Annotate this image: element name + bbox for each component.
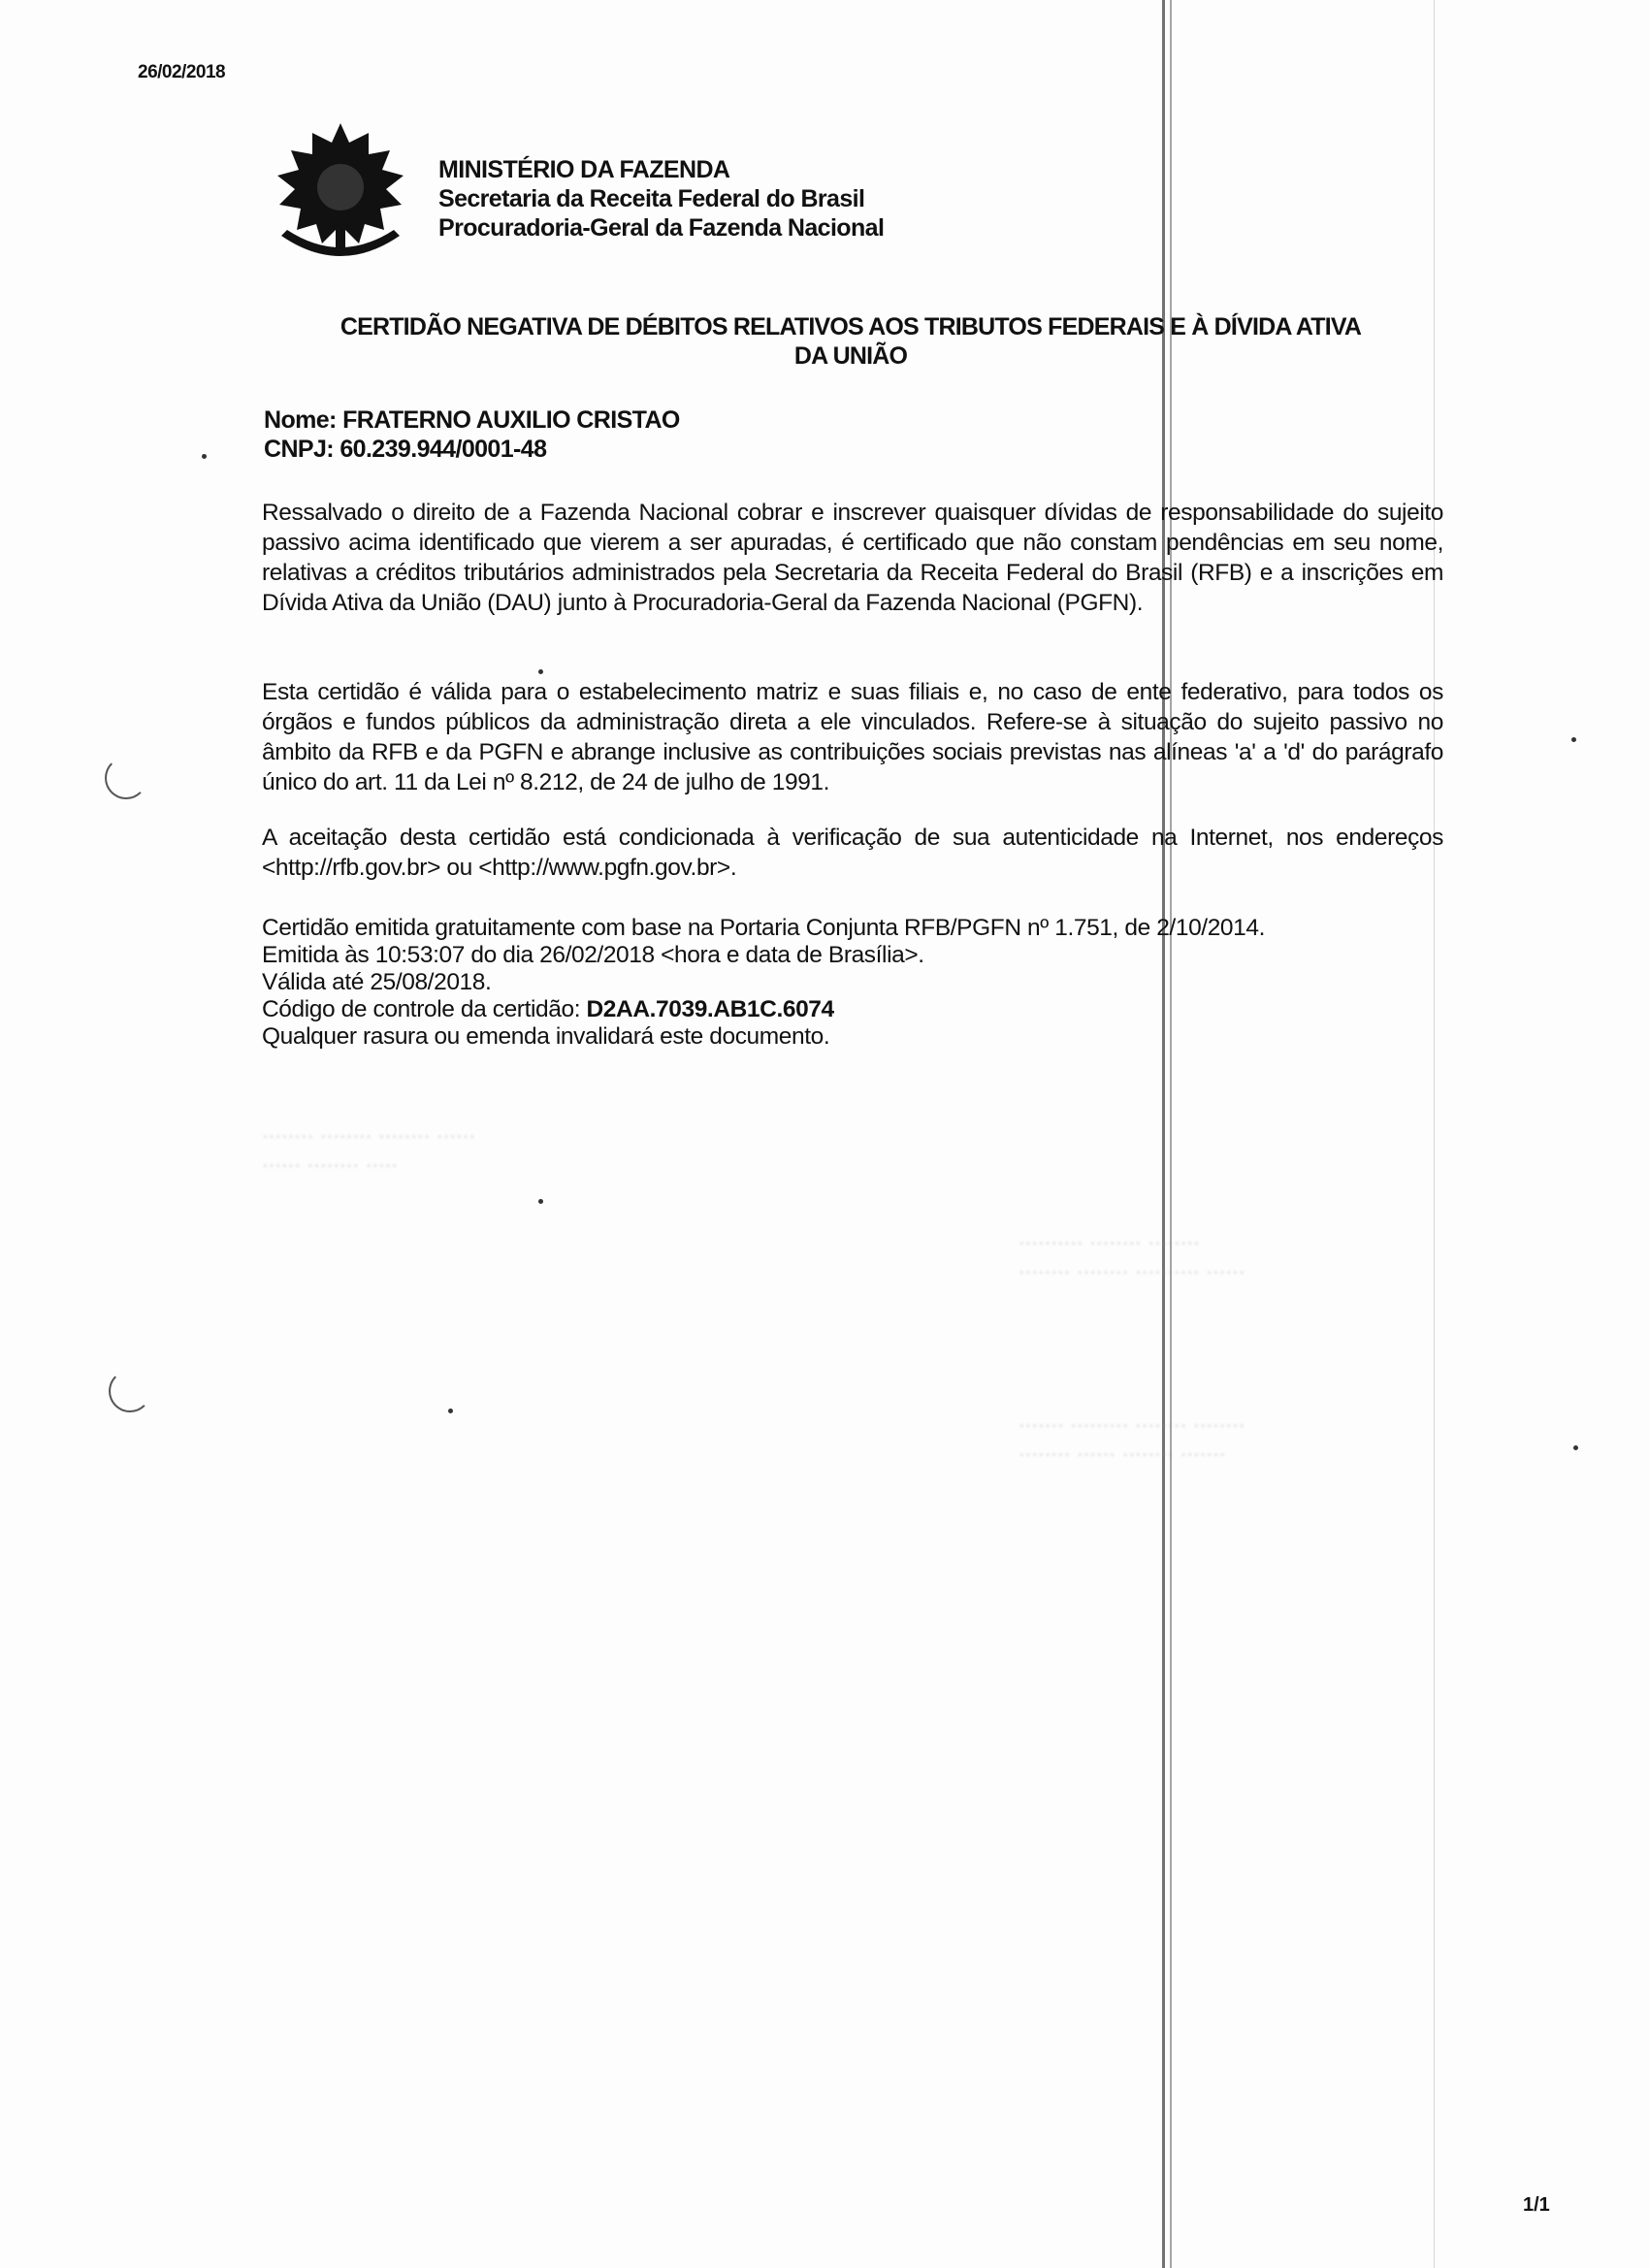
issuing-authority bbox=[438, 155, 884, 243]
title-line-1: CERTIDÃO NEGATIVA DE DÉBITOS RELATIVOS AOS TRIBUTOS FEDERAIS E À DÍVIDA ATIVA bbox=[340, 313, 1362, 340]
issuance-datetime: Emitida às 10:53:07 do dia 26/02/2018 <hora e data de Brasília>. bbox=[262, 942, 924, 968]
validity-scope-paragraph: Esta certidão é válida para o estabelecimento matriz e suas filiais e, no caso de ente federativo, para todos os órgãos e fundos públicos da administração direta a ele vinculados. Refere-se à situação do sujeito passivo no âmbito da RFB e da PGFN e abrange inclusive as contribuições sociais previstas nas alíneas 'a' a 'd' do parágrafo único do art. 11 da Lei nº 8.212, de 24 de julho de 1991. bbox=[262, 679, 1443, 795]
issuance-details bbox=[262, 915, 1265, 1051]
punch-hole-mark bbox=[105, 757, 147, 799]
page-number: 1/1 bbox=[1523, 2194, 1550, 2216]
bleed-through-text: ........ ........ .......... ...... bbox=[1018, 1253, 1245, 1280]
bleed-through-text: ........ ...... ........ ....... bbox=[1018, 1436, 1226, 1462]
certificate-title bbox=[254, 312, 1447, 371]
bleed-through-text: ....... ......... ........ ........ bbox=[1018, 1407, 1245, 1433]
print-date: 26/02/2018 bbox=[138, 62, 226, 82]
taxpayer-name: Nome: FRATERNO AUXILIO CRISTAO bbox=[264, 406, 680, 434]
scan-speck bbox=[202, 454, 207, 459]
bleed-through-text: ...... ........ ..... bbox=[262, 1147, 399, 1173]
bleed-through-text: ........ ........ ........ ...... bbox=[262, 1118, 476, 1144]
attorney-office-name: Procuradoria-Geral da Fazenda Nacional bbox=[438, 214, 885, 242]
secretariat-name: Secretaria da Receita Federal do Brasil bbox=[438, 185, 865, 212]
punch-hole-mark bbox=[109, 1370, 151, 1412]
taxpayer-identification bbox=[264, 405, 680, 464]
control-code-label: Código de controle da certidão: bbox=[262, 996, 587, 1022]
bleed-through-text: .......... ........ ........ bbox=[1018, 1224, 1200, 1250]
valid-until: Válida até 25/08/2018. bbox=[262, 969, 492, 995]
control-code-line bbox=[262, 996, 1265, 1023]
scan-speck bbox=[1571, 737, 1576, 742]
scan-speck bbox=[538, 1199, 543, 1204]
certification-paragraph: Ressalvado o direito de a Fazenda Nacional cobrar e inscrever quaisquer dívidas de responsabilidade do sujeito passivo acima identificado que vierem a ser apuradas, é certificado que não constam pendências em seu nome, relativas a créditos tributários administrados pela Secretaria da Receita Federal do Brasil (RFB) e a inscrições em Dívida Ativa da União (DAU) junto à Procuradoria-Geral da Fazenda Nacional (PGFN). bbox=[262, 500, 1443, 616]
title-line-2: DA UNIÃO bbox=[793, 342, 908, 370]
taxpayer-cnpj: CNPJ: 60.239.944/0001-48 bbox=[264, 436, 547, 463]
brazil-coat-of-arms-icon bbox=[268, 121, 413, 267]
control-code: D2AA.7039.AB1C.6074 bbox=[586, 996, 834, 1022]
scan-speck bbox=[538, 669, 543, 674]
tamper-warning: Qualquer rasura ou emenda invalidará este documento. bbox=[262, 1023, 830, 1050]
authenticity-paragraph: A aceitação desta certidão está condicionada à verificação de sua autenticidade na Internet, nos endereços <http://rfb.gov.br> ou <http://www.pgfn.gov.br>. bbox=[262, 825, 1443, 881]
ministry-name: MINISTÉRIO DA FAZENDA bbox=[438, 156, 730, 183]
scan-speck bbox=[1573, 1445, 1578, 1450]
issuance-basis: Certidão emitida gratuitamente com base na Portaria Conjunta RFB/PGFN nº 1.751, de 2/10/2014. bbox=[262, 915, 1266, 941]
scan-speck bbox=[448, 1409, 453, 1413]
